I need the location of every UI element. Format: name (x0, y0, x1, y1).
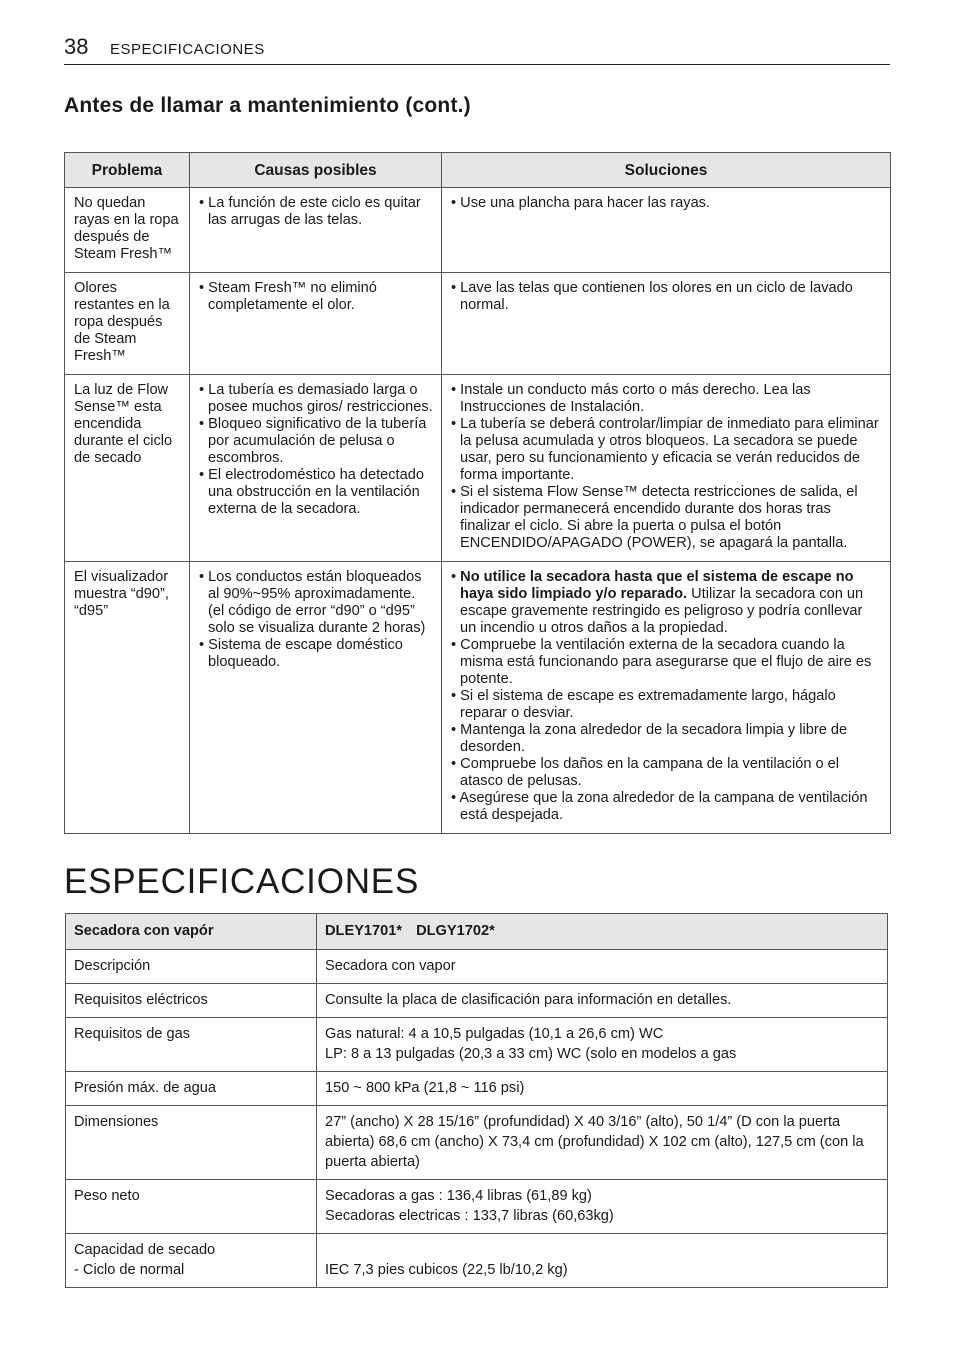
cause-item: • Sistema de escape doméstico bloqueado. (199, 637, 433, 671)
problem-cell: La luz de Flow Sense™ esta encendida durante el ciclo de secado (65, 375, 190, 562)
table-row (66, 1234, 888, 1288)
table-header-row (66, 914, 888, 950)
spec-line: Secadoras electricas : 133,7 libras (60,63kg) (325, 1208, 614, 1224)
warning-detail: Utilizar la secadora con un escape gravemente restringido es peligroso y podría conllevar un incendio u otros daños a la propiedad. (460, 586, 864, 636)
spec-header-models (317, 914, 888, 950)
cause-item: • La tubería es demasiado larga o posee muchos giros/ restricciones. (199, 382, 433, 416)
specifications-table (65, 913, 888, 1288)
solution-item: • Compruebe los daños en la campana de la ventilación o el atasco de pelusas. (451, 756, 882, 790)
solution-item: • Si el sistema de escape es extremadamente largo, hágalo reparar o desviar. (451, 688, 882, 722)
causes-cell (190, 562, 442, 834)
solution-item: • La tubería se deberá controlar/limpiar de inmediato para eliminar la pelusa acumulada y otros bloqueos. La secadora se puede usar, pero su funcionamiento y eficacia se verán reducidos de forma importante. (451, 416, 882, 484)
table-row (66, 1106, 888, 1180)
solution-item: • Compruebe la ventilación externa de la secadora cuando la misma está funcionando para asegurarse que el flujo de aire es potente. (451, 637, 882, 688)
spec-key: Dimensiones (66, 1106, 317, 1180)
cause-item: • Bloqueo significativo de la tubería por acumulación de pelusa o escombros. (199, 416, 433, 467)
spec-key-line: - Ciclo de normal (74, 1262, 185, 1278)
spec-key: Presión máx. de agua (66, 1072, 317, 1106)
column-header-causes: Causas posibles (190, 153, 442, 188)
solution-item: • Instale un conducto más corto o más derecho. Lea las Instrucciones de Instalación. (451, 382, 882, 416)
spec-value: Consulte la placa de clasificación para información en detalles. (317, 984, 888, 1018)
column-header-solutions: Soluciones (442, 153, 891, 188)
spec-line: Secadoras a gas : 136,4 libras (61,89 kg) (325, 1188, 592, 1204)
table-row (66, 1180, 888, 1234)
solution-item: • Mantenga la zona alrededor de la secadora limpia y libre de desorden. (451, 722, 882, 756)
table-header-row (65, 153, 891, 188)
spec-key-line: Capacidad de secado (74, 1242, 216, 1258)
specifications-title: ESPECIFICACIONES (64, 862, 420, 901)
causes-cell (190, 375, 442, 562)
table-row (66, 1018, 888, 1072)
spec-value (317, 1018, 888, 1072)
solution-item-warning (451, 569, 882, 637)
spec-value: Secadora con vapor (317, 950, 888, 984)
table-row (66, 984, 888, 1018)
solution-item: • Use una plancha para hacer las rayas. (451, 195, 882, 212)
causes-cell (190, 188, 442, 273)
problem-cell: No quedan rayas en la ropa después de Steam Fresh™ (65, 188, 190, 273)
table-row (65, 375, 891, 562)
spec-key: Descripción (66, 950, 317, 984)
cause-item: • Steam Fresh™ no eliminó completamente el olor. (199, 280, 433, 314)
solution-item: • Asegúrese que la zona alrededor de la campana de ventilación está despejada. (451, 790, 882, 824)
spec-line: Gas natural: 4 a 10,5 pulgadas (10,1 a 26,6 cm) WC (325, 1026, 664, 1042)
table-row (65, 562, 891, 834)
cause-item: • La función de este ciclo es quitar las arrugas de las telas. (199, 195, 433, 229)
solutions-cell (442, 375, 891, 562)
page-header (64, 34, 890, 65)
table-row (66, 1072, 888, 1106)
spec-value (317, 1180, 888, 1234)
table-row (65, 273, 891, 375)
troubleshooting-table (64, 152, 891, 834)
spec-line: LP: 8 a 13 pulgadas (20,3 a 33 cm) WC (solo en modelos a gas (325, 1046, 737, 1062)
spec-value (317, 1234, 888, 1288)
model-number: DLGY1702* (416, 923, 495, 939)
spec-key (66, 1234, 317, 1288)
warning-text: No utilice la secadora hasta que el sistema de escape no haya sido limpiado y/o reparado. (460, 569, 854, 602)
troubleshooting-title: Antes de llamar a mantenimiento (cont.) (64, 94, 471, 117)
problem-cell: El visualizador muestra “d90”, “d95” (65, 562, 190, 834)
cause-item: • El electrodoméstico ha detectado una obstrucción en la ventilación externa de la secadora. (199, 467, 433, 518)
solutions-cell (442, 562, 891, 834)
problem-cell: Olores restantes en la ropa después de Steam Fresh™ (65, 273, 190, 375)
model-number: DLEY1701* (325, 923, 403, 939)
spec-value: 27” (ancho) X 28 15/16” (profundidad) X 40 3/16” (alto), 50 1/4” (D con la puerta abierta) 68,6 cm (ancho) X 73,4 cm (profundidad) X 102 cm (alto), 127,5 cm (con la puerta abierta) (317, 1106, 888, 1180)
solution-item: • Lave las telas que contienen los olores en un ciclo de lavado normal. (451, 280, 882, 314)
page-number: 38 (64, 34, 89, 59)
spec-value: 150 ~ 800 kPa (21,8 ~ 116 psi) (317, 1072, 888, 1106)
spec-key: Peso neto (66, 1180, 317, 1234)
table-row (65, 188, 891, 273)
table-row (66, 950, 888, 984)
solutions-cell (442, 273, 891, 375)
cause-item: • Los conductos están bloqueados al 90%~95% aproximadamente. (el código de error “d90” o “d95” solo se visualiza durante 2 horas) (199, 569, 433, 637)
spec-header-label: Secadora con vapór (66, 914, 317, 950)
causes-cell (190, 273, 442, 375)
running-section-title: ESPECIFICACIONES (110, 41, 265, 58)
spec-key: Requisitos de gas (66, 1018, 317, 1072)
column-header-problem: Problema (65, 153, 190, 188)
solution-item: • Si el sistema Flow Sense™ detecta restricciones de salida, el indicador permanecerá encendido durante dos horas tras finalizar el ciclo. Si abre la puerta o pulsa el botón ENCENDIDO/APAGADO (POWER), se apagará la pantalla. (451, 484, 882, 552)
spec-line: IEC 7,3 pies cubicos (22,5 lb/10,2 kg) (325, 1262, 568, 1278)
solutions-cell (442, 188, 891, 273)
spec-key: Requisitos eléctricos (66, 984, 317, 1018)
